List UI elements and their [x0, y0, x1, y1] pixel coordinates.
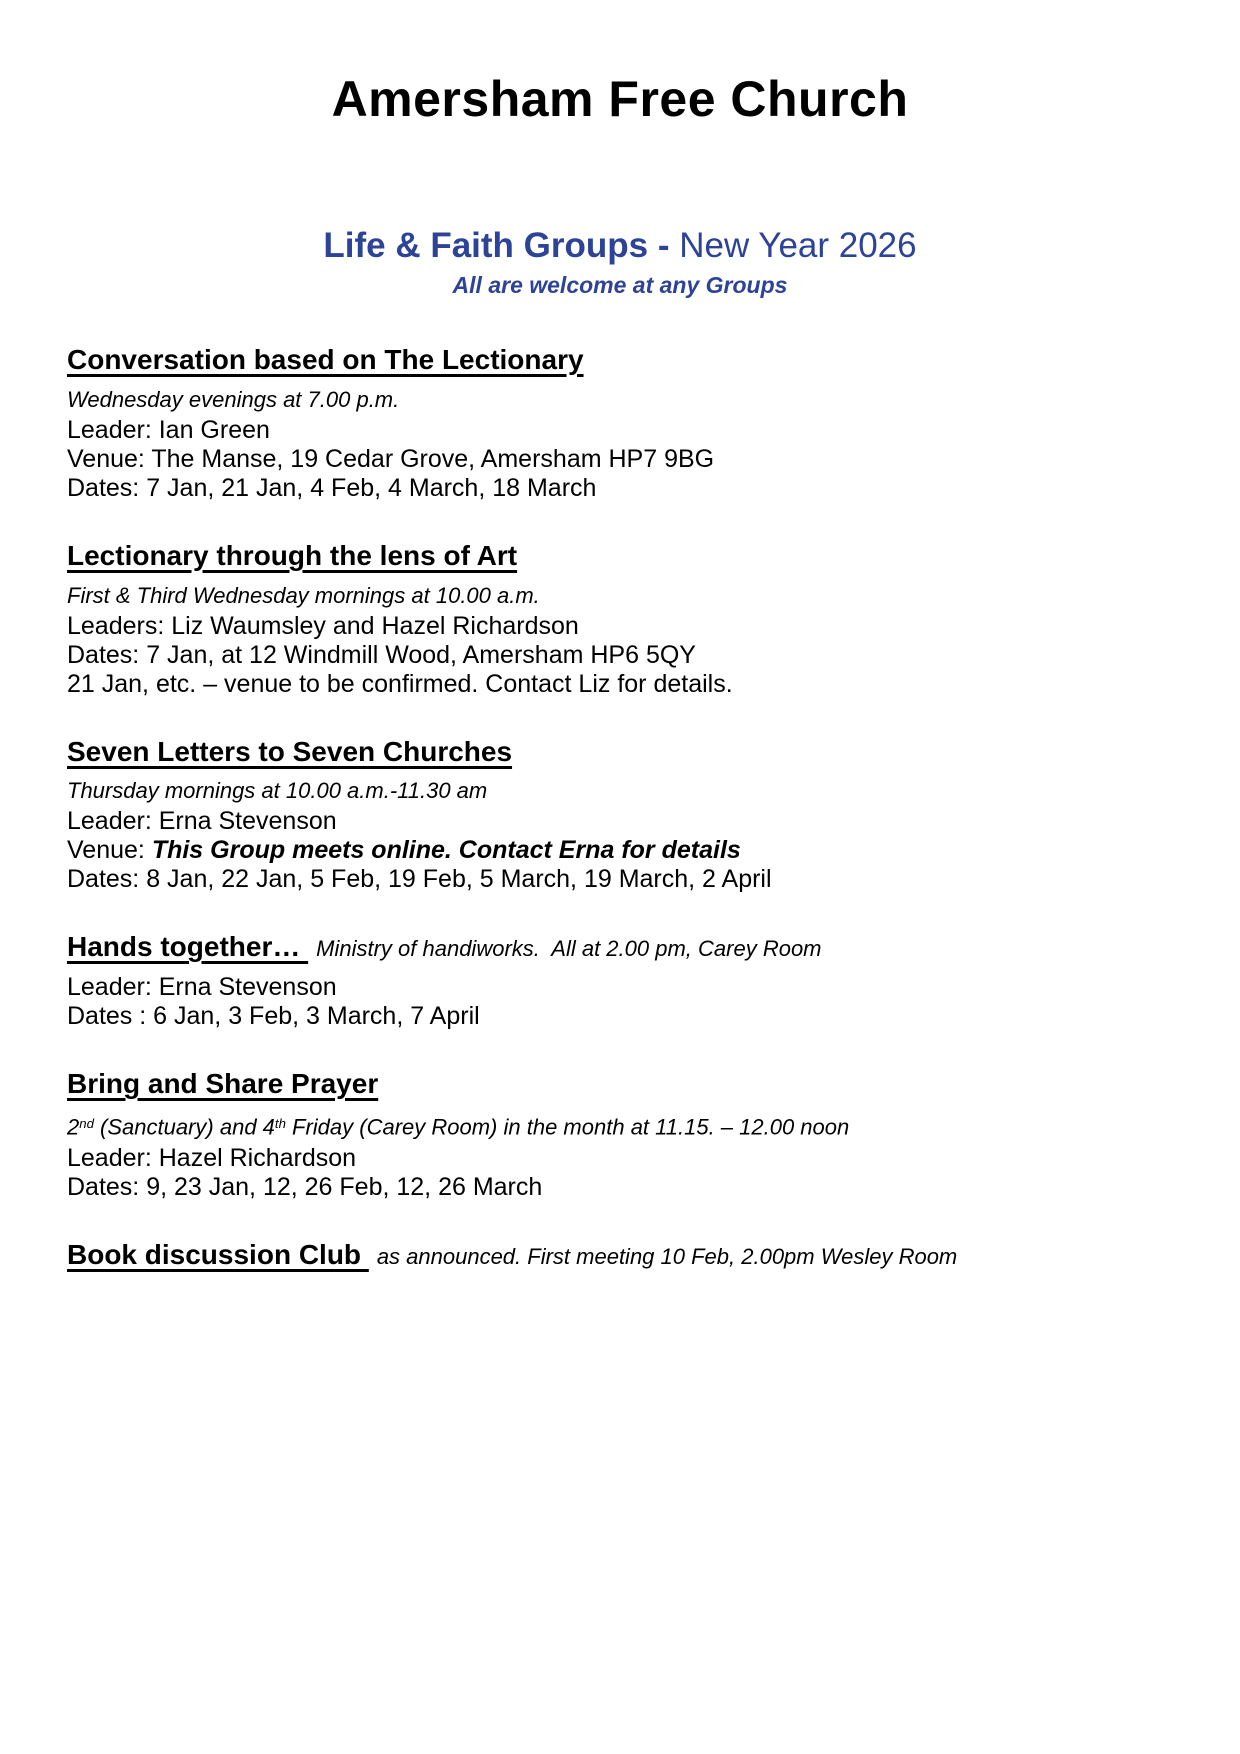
- section-heading-note: Ministry of handiworks. All at 2.00 pm, Carey Room: [316, 936, 822, 962]
- section-heading: [67, 541, 1173, 572]
- section-heading: [67, 1240, 1173, 1271]
- text-run: Dates: 7 Jan, at 12 Windmill Wood, Amersham HP6 5QY: [67, 640, 696, 669]
- text-run: First & Third Wednesday mornings at 10.00 a.m.: [67, 582, 540, 608]
- section-line: [67, 416, 1173, 445]
- section-line: [67, 386, 1173, 414]
- section-line: [67, 1173, 1173, 1202]
- text-run: th: [274, 1115, 286, 1131]
- text-run: Friday (Carey Room) in the month at 11.15. – 12.00 noon: [285, 1114, 850, 1140]
- text-run: Leader: Erna Stevenson: [67, 807, 337, 836]
- section-heading-note: as announced. First meeting 10 Feb, 2.00pm Wesley Room: [376, 1243, 958, 1269]
- text-run: (Sanctuary) and 4: [93, 1114, 275, 1140]
- section-line: [67, 641, 1173, 670]
- group-section: [67, 932, 1173, 1031]
- section-line: [67, 612, 1173, 641]
- text-run: 2: [67, 1114, 80, 1140]
- subtitle-groups-label: Life & Faith Groups -: [323, 226, 680, 265]
- section-heading-text: Book discussion Club: [67, 1238, 369, 1270]
- section-heading: [67, 345, 1173, 376]
- text-run: Venue:: [67, 836, 152, 865]
- tagline: All are welcome at any Groups: [452, 272, 788, 298]
- sections: [67, 345, 1173, 1270]
- text-run: 21 Jan, etc. – venue to be confirmed. Contact Liz for details.: [67, 669, 733, 698]
- section-heading: [67, 737, 1173, 768]
- section-heading-text: Conversation based on The Lectionary: [67, 344, 584, 375]
- text-run: Venue: The Manse, 19 Cedar Grove, Amersham HP7 9BG: [67, 444, 715, 473]
- group-section: [67, 1240, 1173, 1271]
- text-run: Dates: 7 Jan, 21 Jan, 4 Feb, 4 March, 18 March: [67, 473, 597, 502]
- group-section: [67, 541, 1173, 699]
- section-heading-text: Bring and Share Prayer: [67, 1068, 379, 1100]
- text-run: Dates : 6 Jan, 3 Feb, 3 March, 7 April: [67, 1002, 480, 1031]
- section-line: [67, 474, 1173, 503]
- subtitle: [67, 226, 1173, 266]
- section-line: [67, 836, 1173, 865]
- section-line: [67, 865, 1173, 894]
- section-heading-text: Lectionary through the lens of Art: [67, 539, 518, 571]
- section-line: [67, 445, 1173, 474]
- subtitle-year-label: New Year 2026: [679, 226, 917, 265]
- text-run: Dates: 9, 23 Jan, 12, 26 Feb, 12, 26 March: [67, 1172, 543, 1201]
- text-run: Leaders: Liz Waumsley and Hazel Richardson: [67, 611, 579, 640]
- section-heading-text: Hands together…: [67, 931, 309, 963]
- text-run: Leader: Erna Stevenson: [67, 973, 337, 1002]
- text-run: nd: [79, 1115, 94, 1131]
- text-run: Leader: Hazel Richardson: [67, 1143, 357, 1172]
- section-line: [67, 973, 1173, 1002]
- text-run: Wednesday evenings at 7.00 p.m.: [67, 386, 400, 412]
- section-line: [67, 1002, 1173, 1031]
- section-line: [67, 777, 1173, 805]
- text-run: Dates: 8 Jan, 22 Jan, 5 Feb, 19 Feb, 5 March, 19 March, 2 April: [67, 865, 772, 894]
- section-heading: [67, 932, 1173, 963]
- section-line: [67, 1110, 1173, 1142]
- section-line: [67, 1144, 1173, 1173]
- text-run: Leader: Ian Green: [67, 415, 270, 444]
- text-run: This Group meets online. Contact Erna for details: [151, 836, 741, 865]
- section-heading: [67, 1069, 1173, 1100]
- group-section: [67, 1069, 1173, 1201]
- section-line: [67, 807, 1173, 836]
- section-line: [67, 670, 1173, 699]
- group-section: [67, 737, 1173, 895]
- text-run: Thursday mornings at 10.00 a.m.-11.30 am: [67, 778, 488, 804]
- section-heading-text: Seven Letters to Seven Churches: [67, 735, 513, 767]
- section-line: [67, 582, 1173, 610]
- group-section: [67, 345, 1173, 503]
- page-title: Amersham Free Church: [331, 71, 909, 127]
